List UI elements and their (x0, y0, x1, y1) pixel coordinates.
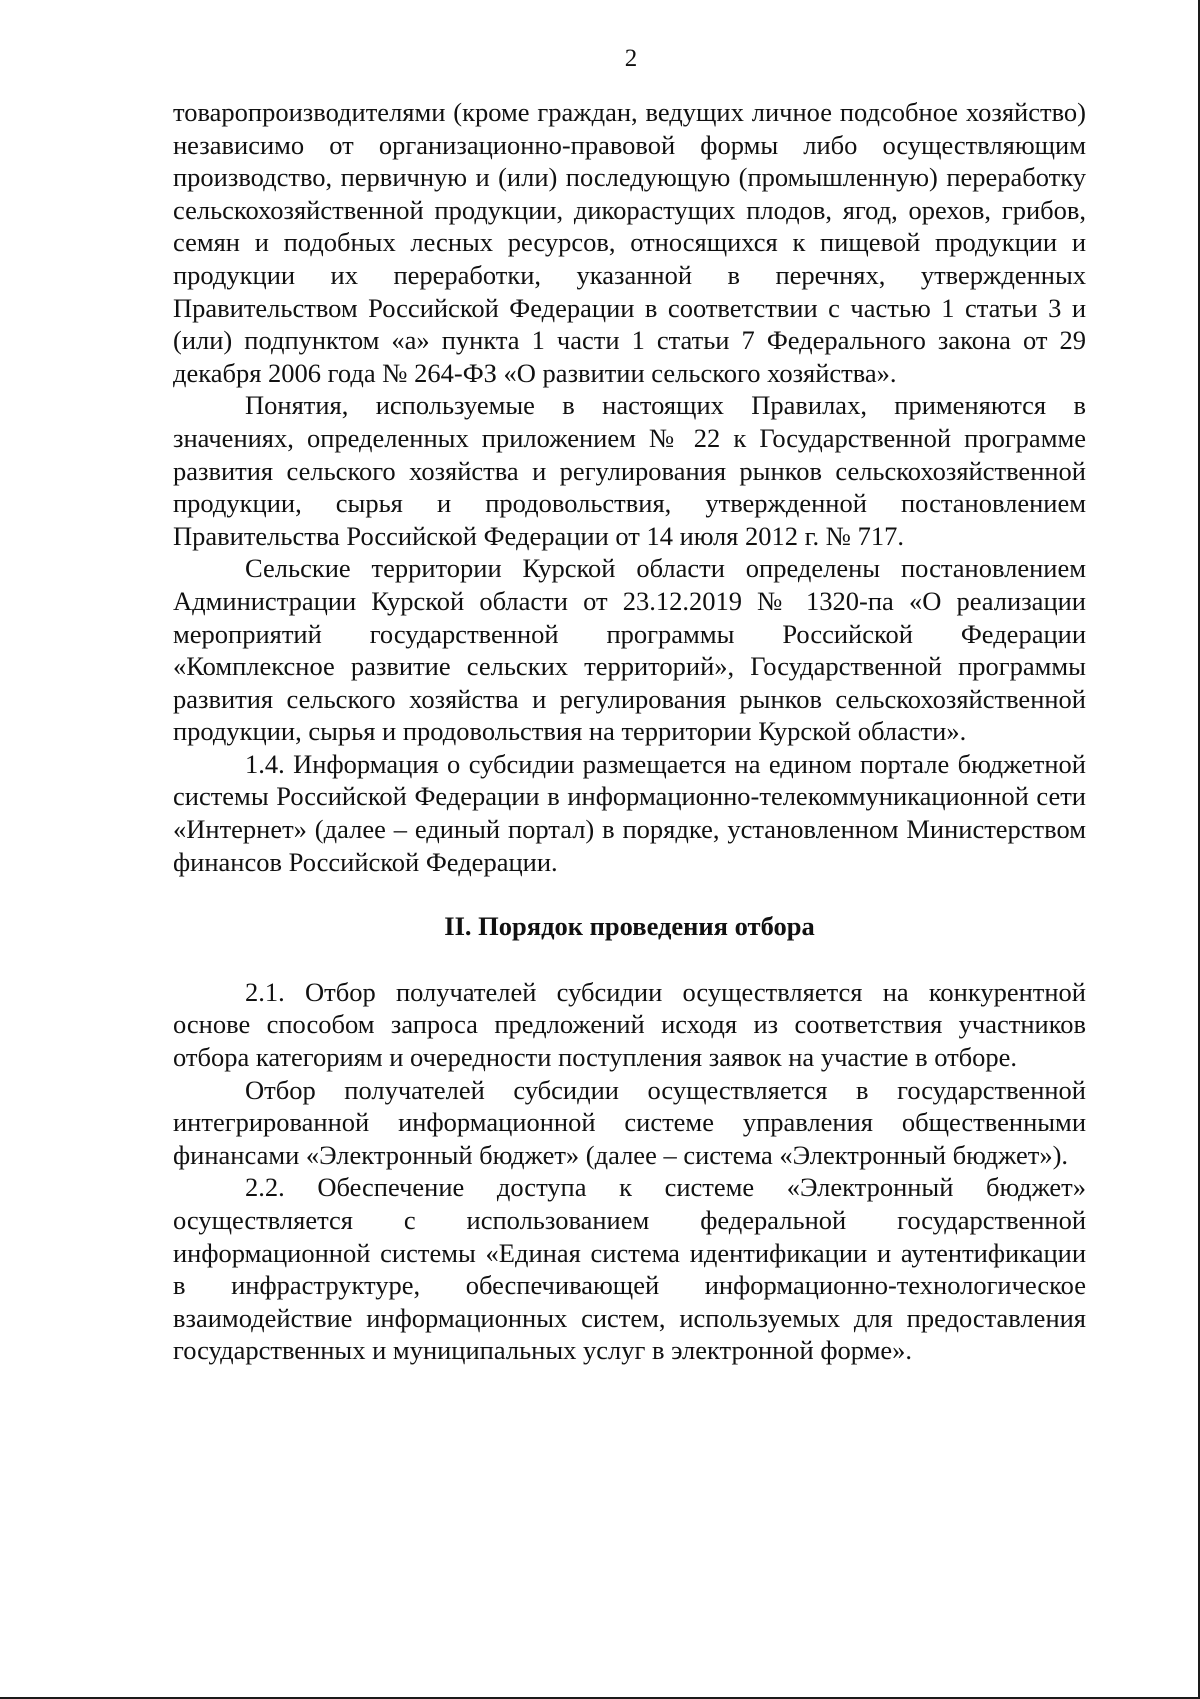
paragraph-2-2: 2.2. Обеспечение доступа к системе «Электронный бюджет» осуществляется с использованием федеральной государственной информационной системы «Единая система идентификации и аутентификации в инфраструктуре, обеспечивающей информационно-технологическое взаимодействие информационных систем, используемых для предоставления государственных и муниципальных услуг в электронной форме». (173, 1172, 1086, 1366)
paragraph-1-4: 1.4. Информация о субсидии размещается на едином портале бюджетной системы Российской Федерации в информационно-телекоммуникационной сети «Интернет» (далее – единый портал) в порядке, установленном Министерством финансов Российской Федерации. (173, 748, 1086, 877)
page-number: 2 (624, 45, 638, 72)
paragraph-electronic-budget: Отбор получателей субсидии осуществляется в государственной интегрированной информационной системе управления общественными финансами «Электронный бюджет» (далее – система «Электронный бюджет»). (173, 1074, 1086, 1170)
paragraph-definitions: Понятия, используемые в настоящих Правилах, применяются в значениях, определенных приложением № 22 к Государственной программе развития сельского хозяйства и регулирования рынков сельскохозяйственной продукции, сырья и продовольствия, утвержденной постановлением Правительства Российской Федерации от 14 июля 2012 г. № 717. (173, 390, 1086, 551)
paragraph-rural-territories: Сельские территории Курской области определены постановлением Администрации Курской области от 23.12.2019 № 1320-па «О реализации мероприятий государственной программы Российской Федерации «Комплексное развитие сельских территорий», Государственной программы развития сельского хозяйства и регулирования рынков сельскохозяйственной продукции, сырья и продовольствия на территории Курской области». (173, 553, 1086, 747)
paragraph-continuation: товаропроизводителями (кроме граждан, ведущих личное подсобное хозяйство) независимо от организационно-правовой формы либо осуществляющим производство, первичную и (или) последующую (промышленную) переработку сельскохозяйственной продукции, дикорастущих плодов, ягод, орехов, грибов, семян и подобных лесных ресурсов, относящихся к пищевой продукции и продукции их переработки, указанной в перечнях, утвержденных Правительством Российской Федерации в соответствии с частью 1 статьи 3 и (или) подпунктом «а» пункта 1 части 1 статьи 7 Федерального закона от 29 декабря 2006 года № 264-ФЗ «О развитии сельского хозяйства». (173, 97, 1086, 388)
paragraph-2-1: 2.1. Отбор получателей субсидии осуществляется на конкурентной основе способом запроса предложений исходя из соответствия участников отбора категориям и очередности поступления заявок на участие в отборе. (173, 976, 1086, 1073)
section-title: II. Порядок проведения отбора (444, 911, 815, 942)
document-body (173, 96, 1086, 1367)
